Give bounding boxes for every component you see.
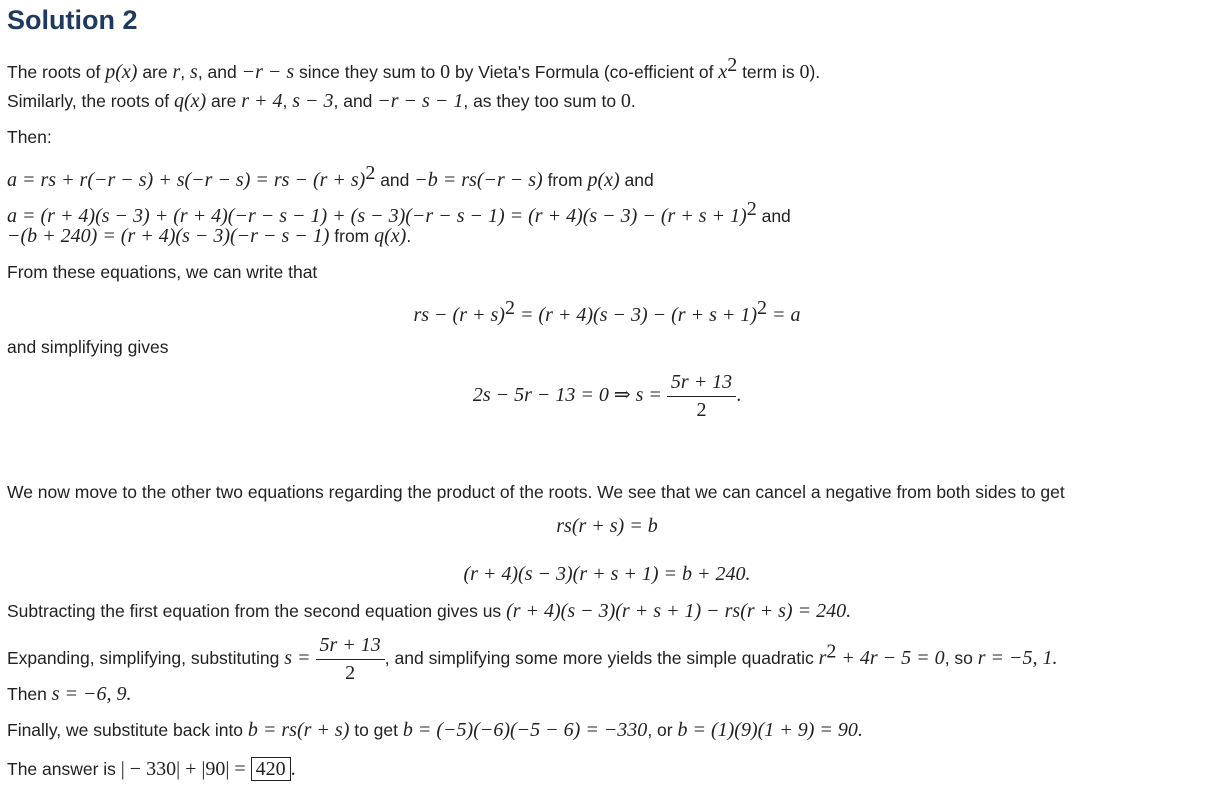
text-line-roots-p: The roots of p(x) are r, s, and −r − s since they sum to 0 by Vieta's Formula (co-efficient of $x^2$ term is 0). (7, 54, 821, 83)
text-line-simplifying: and simplifying gives (7, 337, 169, 357)
display-equation-4: (r + 4)(s − 3)(r + s + 1) = b + 240. (463, 563, 751, 585)
text-line-then-s: Then s = −6, 9. (7, 683, 132, 705)
text-line-subtracting: Subtracting the first equation from the second equation gives us (r + 4)(s − 3)(r + s + 1) − rs(r + s) = 240. (7, 600, 852, 622)
text-line-answer: The answer is | − 330| + |90| = 420 . (7, 758, 296, 780)
equation-line-b-q: −(b + 240) = (r + 4)(s − 3)(−r − s − 1) from q(x). (7, 225, 412, 247)
fraction: $\frac{5r + 13}{2}$ (667, 371, 736, 422)
text-line-finally: Finally, we substitute back into b = rs(r + s) to get b = (−5)(−6)(−5 − 6) = −330, or b = (1)(9)(1 + 9) = 90. (7, 719, 863, 741)
text-line-roots-q: Similarly, the roots of q(x) are r + 4, s − 3, and −r − s − 1, as they too sum to 0. (7, 90, 636, 112)
text-line-expanding: Expanding, simplifying, substituting s = $\frac{5r + 13}{2}$ , and simplifying some more yields the simple quadratic $r^2 + 4r - 5 = 0$, so r = −5, 1. (7, 634, 1058, 684)
display-equation-1: rs − $(r + s)^2 = (r + 4)(s - 3) - (r + s + 1)^2 = a$ (413, 297, 801, 326)
section-heading: Solution 2 (7, 5, 138, 35)
text-line-product-roots: We now move to the other two equations regarding the product of the roots. We see that we can cancel a negative from both sides to get (7, 482, 1065, 502)
equation-line-a-p: a = rs + r(−r − s) + s(−r − s) = rs − $(r + s)^2$ and −b = rs(−r − s) from p(x) and (7, 162, 654, 191)
fraction: $\frac{5r + 13}{2}$ (316, 634, 385, 685)
answer-box: 420 (251, 757, 291, 781)
equation-line-a-q: $a = (r + 4)(s - 3) + (r + 4)(-r - s - 1) + (s - 3)(-r - s - 1) = (r + 4)(s - 3) - (r + s + 1)^2$ and (7, 198, 791, 227)
math-inline: p(x) (105, 60, 138, 83)
text-line-from-equations: From these equations, we can write that (7, 262, 318, 282)
text-line-then: Then: (7, 127, 52, 147)
display-equation-2: 2s − 5r − 13 = 0 ⇒ s = $\frac{5r + 13}{2}$ . (472, 371, 742, 421)
display-equation-3: rs(r + s) = b (556, 515, 658, 537)
